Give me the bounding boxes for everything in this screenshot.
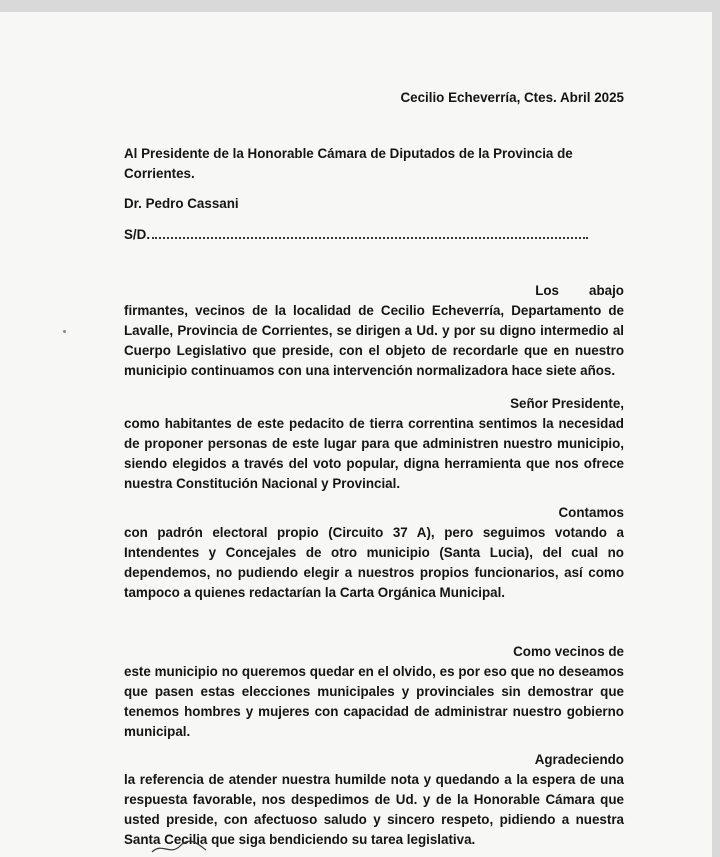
lead-word: abajo (589, 283, 624, 298)
pen-scribble (150, 838, 210, 857)
sd-label: S/D. (124, 227, 151, 242)
recipient-name: Dr. Pedro Cassani (124, 196, 239, 211)
sd-dotted-line (152, 236, 588, 239)
paragraph-lead: Como vecinos de (513, 644, 624, 659)
stray-mark (63, 330, 66, 333)
paragraph-lead: Contamos (558, 505, 624, 520)
paragraph-4 (124, 642, 624, 742)
paragraph-text: la referencia de atender nuestra humilde nota y quedando a la espera de una respuesta favorable, nos despedimos de Ud. y de la Honorable Cámara que usted preside, con afectuoso saludo y sincero respeto, pidiendo a nuestra Santa Cecilia que siga bendiciendo su tarea legislativa. (124, 772, 624, 847)
paragraph-lead: Señor Presidente, (510, 396, 624, 411)
addressee: Al Presidente de la Honorable Cámara de Diputados de la Provincia de Corrientes. (124, 146, 573, 181)
place-date: Cecilio Echeverría, Ctes. Abril 2025 (400, 90, 624, 105)
paragraph-lead: Agradeciendo (534, 752, 624, 767)
paragraph-text: con padrón electoral propio (Circuito 37 A), pero seguimos votando a Intendentes y Concejales de otro municipio (Santa Lucia), del cual no dependemos, no pudiendo elegir a nuestros propios funcionarios, así como tampoco a quienes redactarían la Carta Orgánica Municipal. (124, 525, 624, 600)
paragraph-text: firmantes, vecinos de la localidad de Cecilio Echeverría, Departamento de Lavalle, Provincia de Corrientes, se dirigen a Ud. y por su digno intermedio al Cuerpo Legislativo que preside, con el objeto de recordarle que en nuestro municipio continuamos con una intervención normalizadora hace siete años. (124, 303, 624, 378)
letter-page (0, 12, 712, 857)
lead-word: Los (535, 283, 560, 298)
paragraph-2 (124, 394, 624, 494)
paragraph-5 (124, 750, 624, 850)
paragraph-text: este municipio no queremos quedar en el olvido, es por eso que no deseamos que pasen estas elecciones municipales y provinciales sin demostrar que tenemos hombres y mujeres con capacidad de administrar nuestro gobierno municipal. (124, 664, 624, 739)
paragraph-text: como habitantes de este pedacito de tierra correntina sentimos la necesidad de proponer personas de este lugar para que administren nuestro municipio, siendo elegidos a través del voto popular, digna herramienta que nos ofrece nuestra Constitución Nacional y Provincial. (124, 416, 624, 491)
paragraph-lead (124, 281, 624, 301)
salutation-sd (124, 225, 588, 245)
paragraph-1 (124, 281, 624, 381)
paragraph-3 (124, 503, 624, 603)
